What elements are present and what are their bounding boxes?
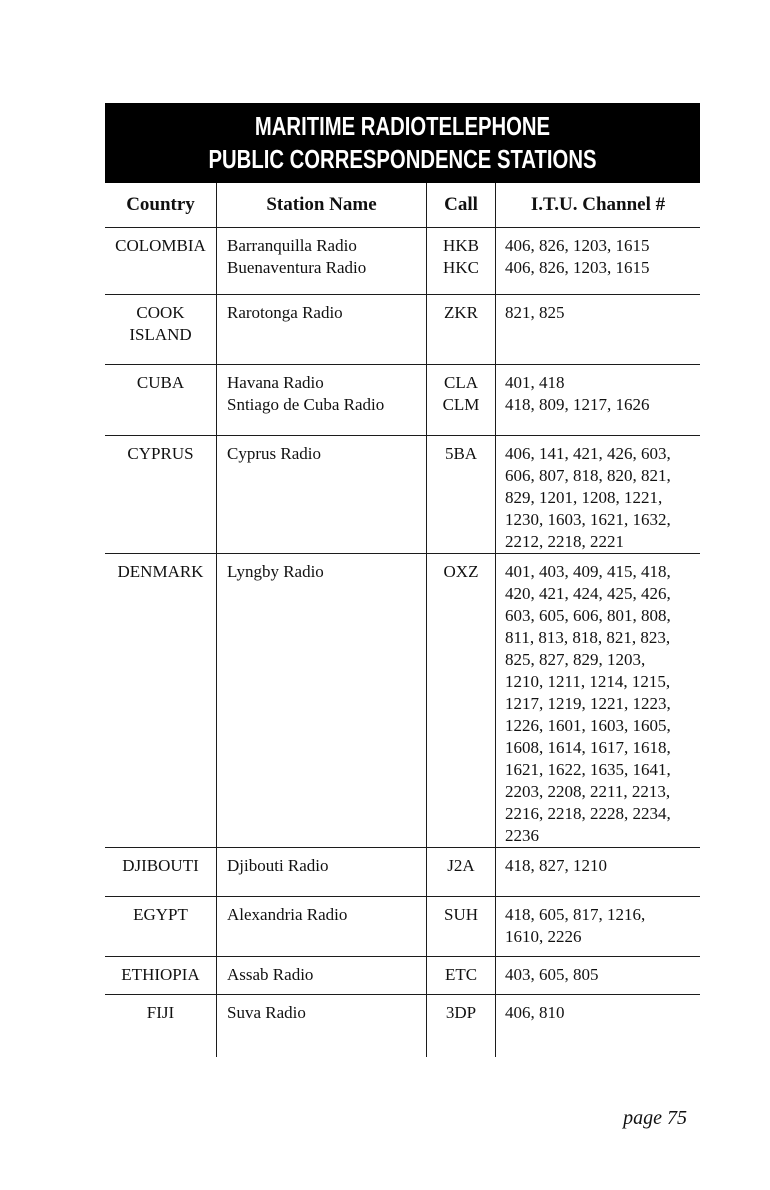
channels-line: 821, 825 [505,303,565,322]
call-cell [427,295,496,364]
call-cell [427,554,496,847]
station-cell [217,995,427,1057]
channels-cell [496,228,700,294]
header-itu-channel: I.T.U. Channel # [530,194,666,215]
station-cell [217,436,427,553]
channels-line: 418, 827, 1210 [505,856,607,875]
station-cell [217,897,427,956]
call-cell [427,365,496,435]
channels-cell [496,436,700,553]
table-row-ethiopia [105,957,700,995]
country-cell: FIJI [105,995,217,1057]
country-cell: DJIBOUTI [105,848,217,896]
call-line: CLM [442,395,480,414]
call-line: SUH [443,905,478,924]
call-cell [427,436,496,553]
station-cell [217,228,427,294]
station-line: Lyngby Radio [227,562,324,581]
channels-line: 401, 403, 409, 415, 418, 420, 421, 424, 425, 426, 603, 605, 606, 801, 808, 811, 813, 818, 821, 823, 825, 827, 829, 1203, 1210, 1211, 1214, 1215, 1217, 1219, 1221, 1223, 1226, 1601, 1603, 1605, 1608, 1614, 1617, 1618, 1621, 1622, 1635, 1641, 2203, 2208, 2211, 2213, 2216, 2218, 2228, 2234, 2236 [505,562,671,845]
call-line: 5BA [444,444,478,463]
station-line: Havana Radio [227,373,324,392]
call-line: J2A [447,856,475,875]
call-line: CLA [444,373,478,392]
station-cell [217,554,427,847]
page-number: page 75 [623,1107,687,1129]
channels-line: 406, 826, 1203, 1615 [505,236,650,255]
table-row-cuba [105,365,700,436]
country-cell: ETHIOPIA [105,957,217,994]
call-line: ZKR [444,303,478,322]
table-header-row [105,183,700,228]
call-line: ETC [444,965,478,984]
channels-cell [496,995,700,1057]
channels-cell [496,957,700,994]
title-banner [105,103,700,183]
header-station-name: Station Name [217,183,427,227]
station-line: Cyprus Radio [227,444,321,463]
channels-line: 403, 605, 805 [505,965,599,984]
channels-cell [496,554,700,847]
call-line: 3DP [445,1003,477,1022]
call-line: OXZ [443,562,479,581]
country-cell: COOK ISLAND [105,295,217,364]
station-line: Sntiago de Cuba Radio [227,395,385,414]
country-cell: CUBA [105,365,217,435]
station-line: Buenaventura Radio [227,258,367,277]
channels-line: 406, 141, 421, 426, 603, 606, 807, 818, 820, 821, 829, 1201, 1208, 1221, 1230, 1603, 1621, 1632, 2212, 2218, 2221 [505,444,671,551]
station-line: Alexandria Radio [227,905,348,924]
country-cell: DENMARK [105,554,217,847]
country-cell: CYPRUS [105,436,217,553]
station-line: Suva Radio [227,1003,306,1022]
channels-cell [496,365,700,435]
page-content [105,103,700,1057]
channels-cell [496,897,700,956]
call-cell [427,995,496,1057]
header-call: Call [427,183,496,227]
channels-line: 406, 826, 1203, 1615 [505,258,650,277]
title-line-2: PUBLIC CORRESPONDENCE STATIONS [208,144,597,174]
table-row-egypt [105,897,700,957]
table-row-fiji [105,995,700,1057]
table-row-cyprus [105,436,700,554]
country-cell: EGYPT [105,897,217,956]
table-row-denmark [105,554,700,848]
station-line: Assab Radio [227,965,314,984]
title-line-1: MARITIME RADIOTELEPHONE [254,111,551,141]
station-line: Djibouti Radio [227,856,329,875]
station-line: Barranquilla Radio [227,236,357,255]
channels-line: 418, 809, 1217, 1626 [505,395,650,414]
station-line: Rarotonga Radio [227,303,343,322]
channels-cell [496,295,700,364]
call-cell [427,957,496,994]
table-row-djibouti [105,848,700,897]
station-cell [217,848,427,896]
channels-line: 418, 605, 817, 1216, 1610, 2226 [505,905,646,946]
station-cell [217,957,427,994]
table-row-colombia [105,228,700,295]
stations-table [105,183,700,1057]
call-cell [427,848,496,896]
channels-cell [496,848,700,896]
call-cell [427,228,496,294]
header-country: Country [105,183,217,227]
station-cell [217,295,427,364]
station-cell [217,365,427,435]
call-cell [427,897,496,956]
channels-line: 401, 418 [505,373,565,392]
call-line: HKC [443,258,479,277]
country-cell: COLOMBIA [105,228,217,294]
channels-line: 406, 810 [505,1003,565,1022]
table-row-cook-island [105,295,700,365]
call-line: HKB [443,236,479,255]
